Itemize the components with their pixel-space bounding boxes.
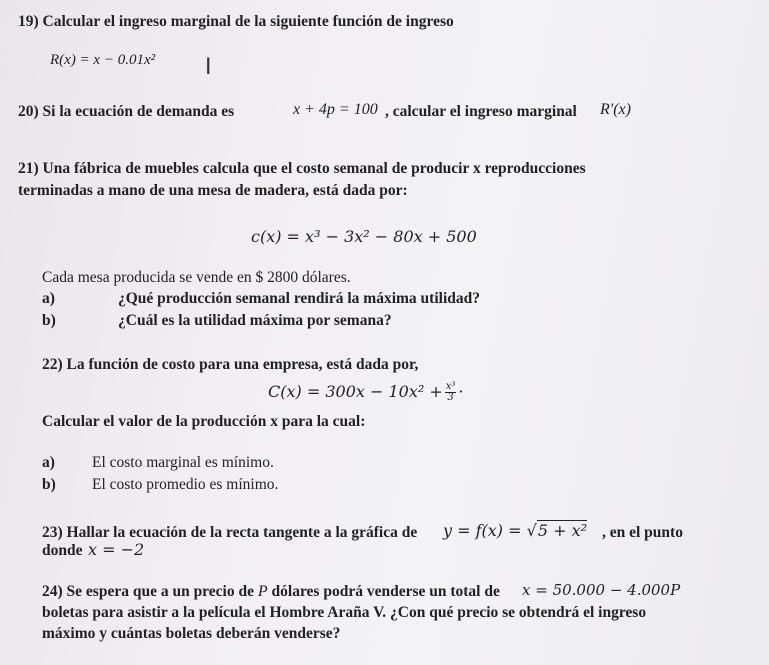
problem-24-line-2: boletas para asistir a la película el Hombre Araña V. ¿Con qué precio se obtendrá el ingreso bbox=[42, 604, 647, 621]
text-cursor-icon: I bbox=[205, 55, 212, 80]
problem-23-point: x = −2 bbox=[88, 540, 145, 559]
problem-22-frac-num: x³ bbox=[445, 381, 456, 392]
problem-22-formula-left: C(x) = 300x − 10x² + bbox=[268, 382, 443, 401]
problem-19-formula: R(x) = x − 0.01x² bbox=[50, 52, 156, 68]
problem-22-b-label: b) bbox=[42, 476, 56, 493]
problem-21-a-text: ¿Qué producción semanal rendirá la máxima utilidad? bbox=[118, 290, 480, 307]
problem-21-b-label: b) bbox=[42, 312, 56, 329]
problem-19-title: 19) Calcular el ingreso marginal de la siguiente función de ingreso bbox=[18, 13, 454, 30]
problem-21-sell-price: Cada mesa producida se vende en $ 2800 dólares. bbox=[42, 269, 351, 286]
problem-22-a-label: a) bbox=[42, 454, 55, 471]
problem-22-formula-end: · bbox=[458, 382, 464, 401]
problem-22-frac-den: 3 bbox=[447, 392, 454, 403]
problem-23-sqrt-body: 5 + x² bbox=[537, 521, 588, 540]
problem-23-line-2: donde bbox=[42, 542, 83, 559]
problem-22-b-text: El costo promedio es mínimo. bbox=[92, 476, 279, 493]
sqrt-icon: √ bbox=[526, 521, 537, 540]
problem-22-a-text: El costo marginal es mínimo. bbox=[92, 454, 274, 471]
problem-24-text-b: dólares podrá venderse un total de bbox=[271, 583, 500, 600]
problem-24-P: P bbox=[257, 583, 268, 600]
problem-20-equation: x + 4p = 100 bbox=[293, 101, 378, 118]
problem-21-a-label: a) bbox=[42, 290, 55, 307]
problem-22-line-2: Calcular el valor de la producción x para la cual: bbox=[42, 413, 366, 430]
problem-24-line-1-a bbox=[42, 583, 500, 601]
problem-21-formula: c(x) = x³ − 3x² − 80x + 500 bbox=[251, 227, 477, 246]
problem-21-line-2: terminadas a mano de una mesa de madera, está dada por: bbox=[18, 182, 408, 199]
problem-22-fraction bbox=[445, 382, 457, 403]
problem-23-formula bbox=[443, 521, 587, 540]
problem-23-text-2: , en el punto bbox=[602, 524, 683, 541]
problem-24-text-a: 24) Se espera que a un precio de bbox=[42, 583, 254, 600]
problem-21-line-1: 21) Una fábrica de muebles calcula que el costo semanal de producir x reproducciones bbox=[18, 160, 586, 177]
problem-20-symbol: R'(x) bbox=[600, 101, 631, 118]
problem-24-formula: x = 50.000 − 4.000P bbox=[522, 581, 681, 599]
problem-23-formula-left: y = f(x) = bbox=[443, 521, 522, 540]
problem-20-text: 20) Si la ecuación de demanda es bbox=[18, 103, 235, 120]
problem-20-text-2: , calcular el ingreso marginal bbox=[385, 103, 577, 120]
problem-22-line-1: 22) La función de costo para una empresa, está dada por, bbox=[42, 356, 419, 373]
problem-23-text: 23) Hallar la ecuación de la recta tangente a la gráfica de bbox=[42, 524, 418, 541]
problem-21-b-text: ¿Cuál es la utilidad máxima por semana? bbox=[118, 312, 392, 329]
problem-22-formula bbox=[268, 382, 464, 403]
problem-24-line-3: máximo y cuántas boletas deberán venderse? bbox=[42, 625, 341, 642]
